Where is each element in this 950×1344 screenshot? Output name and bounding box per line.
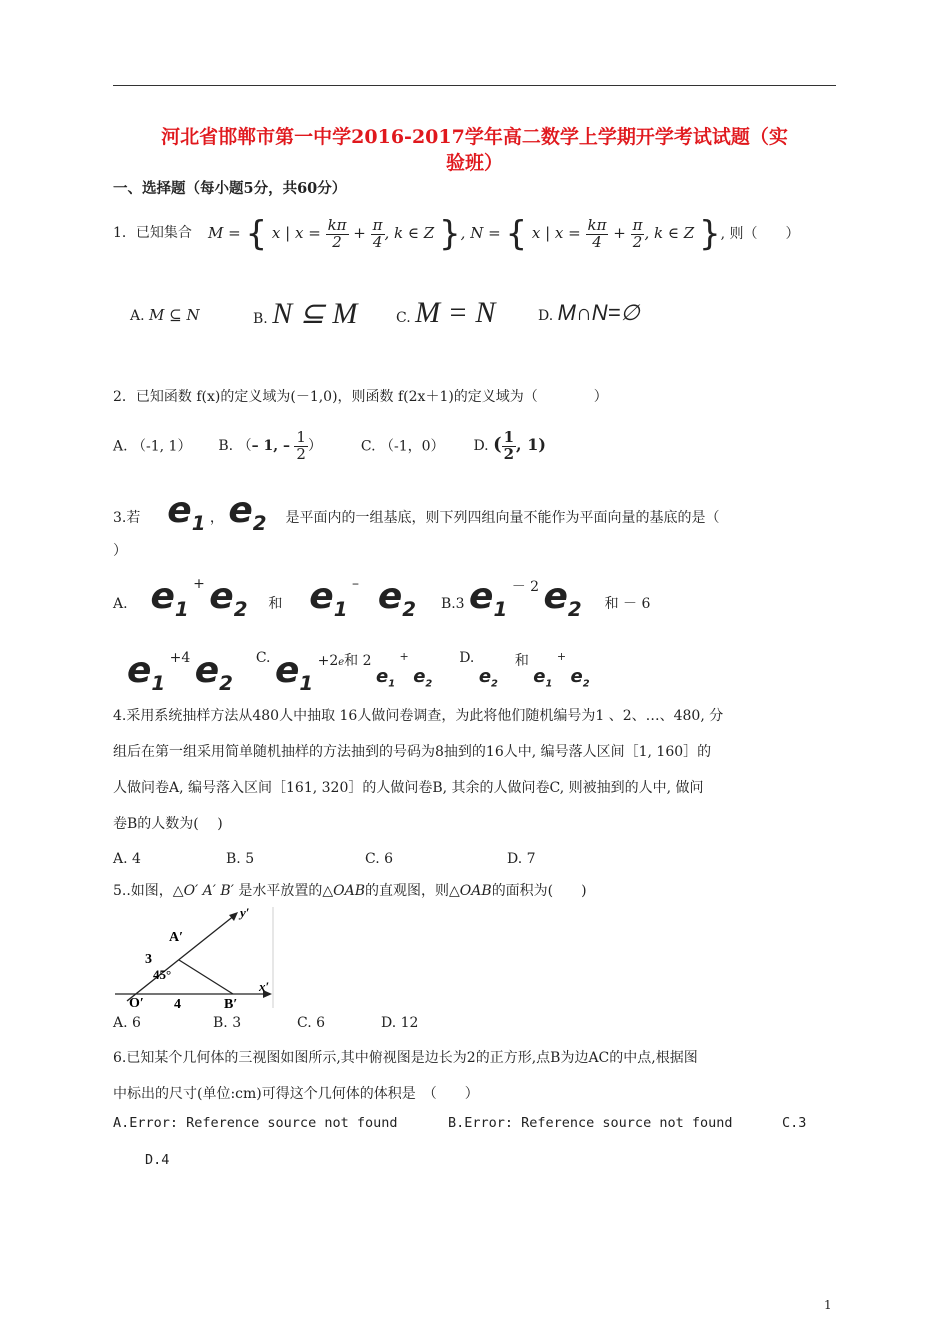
q5-option-c: C. 6: [297, 1015, 326, 1031]
oblique-triangle-diagram: [113, 905, 276, 1010]
q5-option-b: B. 3: [213, 1015, 242, 1031]
vector-e2: $e_2$: [228, 490, 267, 536]
q2-option-d: D. ( $\frac{1}{2}$ , 1): [473, 428, 546, 463]
fraction-one-half: $\frac{1}{2}$: [503, 428, 515, 463]
q3-stem: 3.若 $e_1$ ， $e_2$ 是平面内的一组基底，则下列四组向量不能作为平面向量的基底的是（: [113, 490, 720, 536]
q4-stem: [113, 698, 838, 842]
label-A: A′: [169, 930, 184, 945]
section-heading: 一、选择题（每小题5分，共60分）: [113, 180, 347, 197]
q6-option-b: B.Error: Reference source not found: [448, 1115, 733, 1131]
set-M-rule: x | x =: [271, 224, 321, 242]
q5-figure: [113, 905, 276, 1010]
q1-option-c: C. M = N: [396, 296, 496, 329]
page-number: 1: [824, 1298, 832, 1312]
q6-option-c: C.3: [782, 1115, 807, 1131]
q6-line-1: 6.已知某个几何体的三视图如图所示,其中俯视图是边长为2的正方形,点B为边AC的中点,根据图: [113, 1050, 698, 1066]
label-y: y′: [240, 905, 250, 920]
q2-stem: 2．已知函数 f(x)的定义域为(－1,0)，则函数 f(2x＋1)的定义域为（ ）: [113, 389, 608, 405]
label-length-3: 3: [145, 952, 152, 967]
title-line-2: 验班）: [445, 152, 503, 174]
label-B: B′: [224, 997, 238, 1010]
set-N-label: N: [470, 224, 484, 242]
q2-options: [113, 430, 546, 463]
q4-option-b: B. 5: [226, 851, 255, 867]
q5-option-d: D. 12: [381, 1015, 419, 1031]
document-title: [113, 124, 836, 176]
q1-sets: M = { x | x = $\frac{k\pi}{2}$ + $\frac{\pi}{4}$ , k ∈ Z }, N = { x | x = $\frac{k\pi}{4}$ + $\frac{\pi}{2}$ , k ∈ Z }, 则（ ）: [208, 214, 800, 254]
right-brace: }: [438, 214, 461, 254]
set-M-label: M: [208, 224, 224, 242]
set-M-tail: , k ∈ Z: [384, 224, 435, 242]
fraction-pi-over-4: $\frac{\pi}{4}$: [372, 215, 383, 251]
label-x: x′: [259, 979, 270, 994]
header-rule: [113, 85, 836, 86]
fraction-kpi-over-4: $\frac{k\pi}{4}$: [587, 215, 607, 251]
q1-prefix: 1．已知集合: [113, 225, 192, 241]
q1-suffix: , 则（ ）: [720, 226, 800, 242]
right-brace: }: [698, 214, 721, 254]
q4-line-1: 4.采用系统抽样方法从480人中抽取 16人做问卷调查，为此将他们随机编号为1 、2、…、480, 分: [113, 708, 724, 724]
y-axis-arrow: [229, 912, 238, 921]
q2-option-b: B. （– 1, – $\frac{1}{2}$ ）: [218, 428, 322, 463]
q1-option-b: B. N ⊆ M: [253, 297, 358, 330]
q4-option-a: A. 4: [113, 851, 141, 867]
left-brace: {: [245, 214, 268, 254]
q1-option-d: D. M∩N=∅: [538, 300, 640, 325]
q1-option-a: A. M ⊆ N: [130, 306, 200, 324]
q6-stem: [113, 1040, 838, 1112]
q3-close: ）: [113, 543, 127, 559]
q1-stem: [113, 222, 192, 242]
q6-option-a: A.Error: Reference source not found: [113, 1115, 398, 1131]
fraction-one-half: $\frac{1}{2}$: [296, 428, 306, 463]
q3-option-a-b: A. $e_1 + e_2$ 和 $e_1 - e_2$ B.3 $e_1 - 2$ $e_2$ 和 － 6: [113, 576, 651, 622]
title-line-1: 河北省邯郸市第一中学2016-2017学年高二数学上学期开学考试试题（实: [161, 126, 788, 148]
fraction-pi-over-2: $\frac{\pi}{2}$: [632, 215, 643, 251]
q6-line-2: 中标出的尺寸(单位:cm)可得这个几何体的体积是 （ ）: [113, 1086, 479, 1102]
q2-option-a: A. （-1, 1）: [113, 438, 192, 455]
left-brace: {: [505, 214, 528, 254]
set-N-tail: , k ∈ Z: [644, 224, 695, 242]
fraction-kpi-over-2: $\frac{k\pi}{2}$: [327, 215, 347, 251]
q4-line-3: 人做问卷A, 编号落入区间［161, 320］的人做问卷B, 其余的人做问卷C, 则被抽到的人中, 做问: [113, 780, 704, 796]
q4-option-d: D. 7: [507, 851, 536, 867]
q6-option-d: D.4: [145, 1152, 170, 1168]
label-angle: 45°: [153, 967, 172, 982]
vector-e1: $e_1$: [167, 490, 206, 536]
segment-A-B: [179, 960, 233, 994]
y-axis: [127, 915, 235, 1001]
set-N-rule: x | x =: [531, 224, 581, 242]
q4-line-4: 卷B的人数为( ): [113, 816, 223, 832]
label-O: O′: [129, 996, 144, 1010]
q4-option-c: C. 6: [365, 851, 394, 867]
q2-option-c: C. （-1，0）: [360, 438, 445, 455]
label-length-4: 4: [174, 997, 181, 1010]
q5-option-a: A. 6: [113, 1015, 141, 1031]
q3-option-b-c-d: $e_1 +4$ $e_2$ C. $e_1 +2e$和 2 $e_1$ + $e_2$ D. $e_2$ 和 $e_1$ + $e_2$: [127, 650, 590, 696]
q4-line-2: 组后在第一组采用简单随机抽样的方法抽到的号码为8抽到的16人中, 编号落人区间［1, 160］的: [113, 744, 712, 760]
q3-text: 是平面内的一组基底，则下列四组向量不能作为平面向量的基底的是（: [285, 510, 720, 526]
q5-stem: 5..如图，△O′ A′ B′ 是水平放置的△OAB的直观图，则△OAB的面积为( ): [113, 883, 587, 899]
